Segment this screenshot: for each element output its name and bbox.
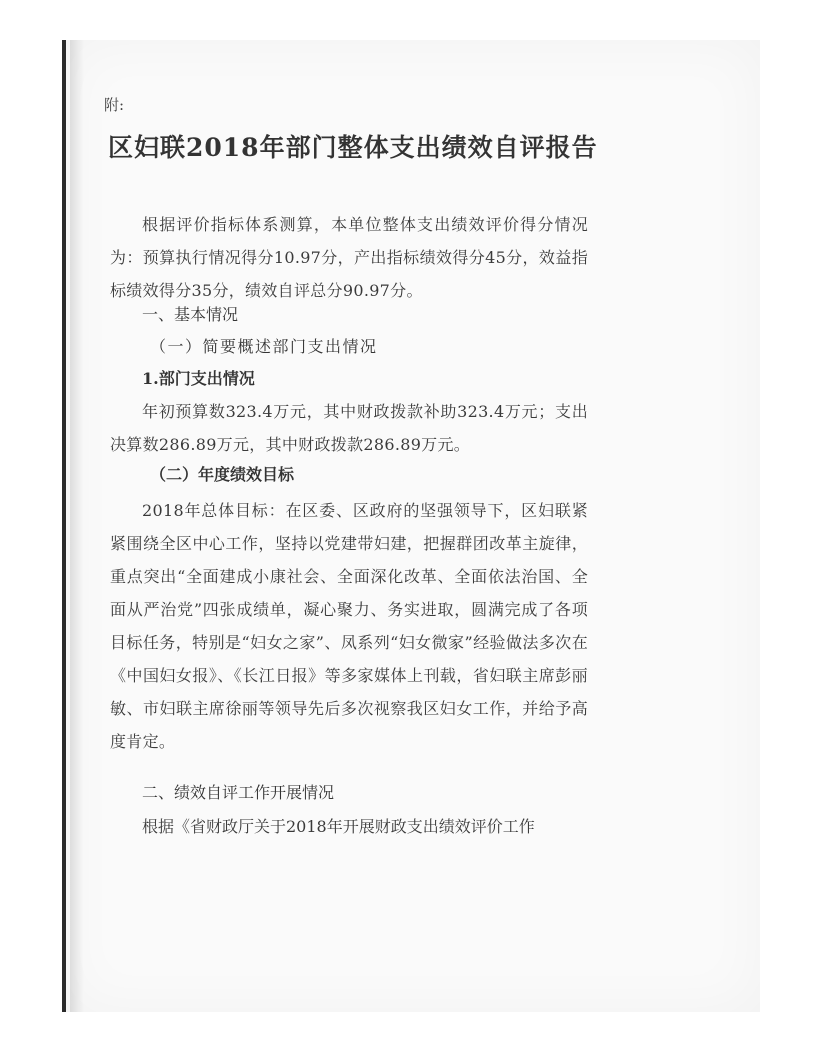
self-evaluation-paragraph: 根据《省财政厅关于2018年开展财政支出绩效评价工作 <box>142 817 535 836</box>
binding-shadow <box>70 40 84 1012</box>
section-heading-self-evaluation: 二、绩效自评工作开展情况 <box>142 783 335 802</box>
intro-paragraph: 根据评价指标体系测算，本单位整体支出绩效评价得分情况为：预算执行情况得分10.97分，产出指标绩效得分45分，效益指标绩效得分35分，绩效自评总分90.97分。 <box>110 215 588 300</box>
expenditure-paragraph: 年初预算数323.4万元，其中财政拨款补助323.4万元；支出决算数286.89万元，其中财政拨款286.89万元。 <box>110 402 588 454</box>
subsection-heading-expenditure-overview: （一）简要概述部门支出情况 <box>150 337 378 356</box>
goal-paragraph: 2018年总体目标：在区委、区政府的坚强领导下，区妇联紧紧围绕全区中心工作，坚持以党建带妇建，把握群团改革主旋律，重点突出“全面建成小康社会、全面深化改革、全面依法治国、全面从严治党”四张成绩单，凝心聚力、务实进取，圆满完成了各项目标任务，特别是“妇女之家”、凤系列“妇女微家”经验做法多次在《中国妇女报》、《长江日报》等多家媒体上刊载，省妇联主席彭丽敏、市妇联主席徐丽等领导先后多次视察我区妇女工作，并给予高度肯定。 <box>110 501 588 751</box>
document-title: 区妇联2018年部门整体支出绩效自评报告 <box>108 133 598 162</box>
subsection-heading-annual-goals: （二）年度绩效目标 <box>150 465 295 484</box>
item-heading-department-expenditure: 1.部门支出情况 <box>142 369 255 388</box>
section-heading-basic-info: 一、基本情况 <box>142 305 239 324</box>
attachment-label: 附: <box>104 96 125 114</box>
